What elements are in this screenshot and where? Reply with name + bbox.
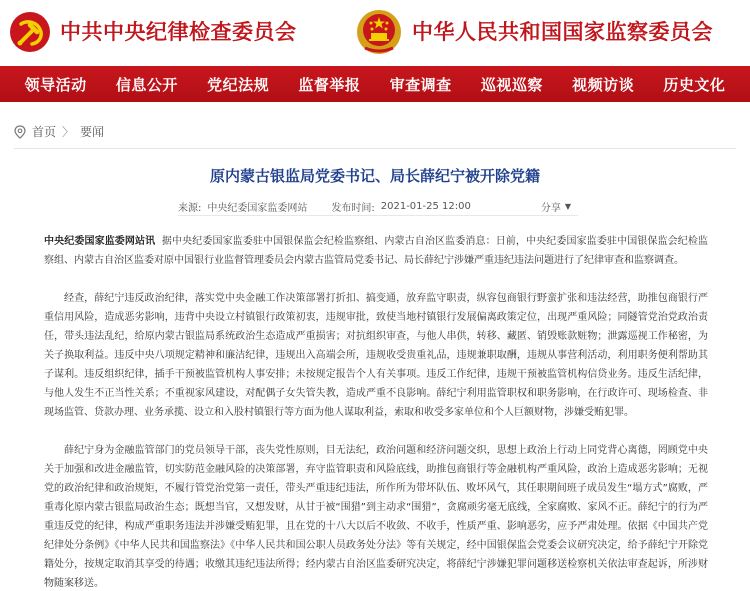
nav-item-inspection[interactable]: 巡视巡察 bbox=[480, 75, 543, 94]
party-emblem-icon[interactable] bbox=[8, 10, 52, 54]
nav-item-info-disclosure[interactable]: 信息公开 bbox=[115, 75, 178, 94]
body-paragraph-3: 薛纪宁身为金融监管部门的党员领导干部，丧失党性原则，目无法纪，政治问题和经济问题交织，思想上政治上行动上同党背心离德，罔顾党中央关于加强和改进金融监管，切实防范金融风险的决策部署，弃守监管职责和风险底线，助推包商银行等金融机构严重风险，政治上造成恶劣影响；无视党的政治纪律和政治规矩，不履行管党治党第一责任，带头严重违纪违法，所作所为带坏队伍、败坏风气，其任职期间班子成员发生“塌方式”腐败，严重毒化原内蒙古银监局政治生态；既想当官，又想发财，从甘于被“围猎”到主动求“围猎”，贪腐顽劣毫无底线，全家腐败、家风不正。薛纪宁的行为严重违反党的纪律，构成严重职务违法并涉嫌受贿犯罪，且在党的十八大以后不收敛、不收手，性质严重、影响恶劣，应予严肃处理。依据《中国共产党纪律处分条例》《中华人民共和国监察法》《中华人民共和国公职人员政务处分法》等有关规定，经中国银保监会党委会议研究决定，给予薛纪宁开除党籍处分，按规定取消其享受的待遇；收缴其违纪违法所得；经内蒙古自治区监委研究决定，将薛纪宁涉嫌犯罪问题移送检察机关依法审查起诉，所涉财物随案移送。 bbox=[44, 445, 708, 589]
nav-item-leadership[interactable]: 领导活动 bbox=[24, 75, 87, 94]
meta-divider bbox=[178, 215, 578, 216]
breadcrumb-current[interactable]: 要闻 bbox=[80, 125, 105, 139]
cpc-commission-title[interactable]: 中共中央纪律检查委员会 bbox=[60, 19, 297, 44]
nav-item-regulations[interactable]: 党纪法规 bbox=[207, 75, 270, 94]
share-label: 分享 bbox=[540, 203, 561, 214]
nav-item-report[interactable]: 监督举报 bbox=[298, 75, 361, 94]
site-header bbox=[0, 0, 750, 66]
breadcrumb-home[interactable]: 首页 bbox=[32, 125, 57, 139]
state-commission-title[interactable]: 中华人民共和国国家监察委员会 bbox=[412, 19, 713, 44]
share-button[interactable] bbox=[541, 199, 571, 214]
nav-item-history[interactable]: 历史文化 bbox=[663, 75, 726, 94]
chevron-down-icon: ▼ bbox=[564, 202, 572, 211]
national-emblem-icon[interactable] bbox=[355, 8, 403, 56]
date-label: 发布时间: bbox=[331, 203, 375, 214]
location-pin-icon bbox=[14, 125, 26, 139]
source-label: 来源: bbox=[178, 203, 202, 214]
breadcrumb-separator: 〉 bbox=[62, 125, 75, 139]
main-nav bbox=[0, 66, 750, 102]
breadcrumb-divider bbox=[14, 148, 736, 149]
date-value: 2021-01-25 12:00 bbox=[380, 201, 471, 212]
article-body bbox=[44, 232, 708, 591]
nav-item-video[interactable]: 视频访谈 bbox=[572, 75, 635, 94]
source-value: 中央纪委国家监委网站 bbox=[207, 203, 308, 214]
article-title: 原内蒙古银监局党委书记、局长薛纪宁被开除党籍 bbox=[209, 167, 540, 185]
nav-item-investigation[interactable]: 审查调查 bbox=[389, 75, 452, 94]
breadcrumb bbox=[14, 123, 104, 140]
lead-paragraph bbox=[44, 232, 708, 270]
article-meta bbox=[178, 199, 571, 214]
body-paragraph-2: 经查，薛纪宁违反政治纪律，落实党中央金融工作决策部署打折扣、搞变通，放弃监守职责，纵容包商银行野蛮扩张和违法经营，助推包商银行严重信用风险，造成恶劣影响，违背中央设立村镇银行政策初衷，违规审批，致使当地村镇银行发展偏离政策定位，出现严重风险；同隧管党治党政治责任，带头违法乱纪，给原内蒙古银监局系统政治生态造成严重损害；对抗组织审查，与他人串供，转移、藏匿、销毁账款赃物；泄露巡视工作秘密，为关子换取利益。违反中央八项规定精神和廉洁纪律，违规出入高端会所，违规收受贵重礼品，违规兼职取酬，违规从事营利活动，利用职务便利帮助其子谋利。违反组织纪律，插手干预被监管机构人事安排；未按规定报告个人有关事项。违反工作纪律，违规干预被监管机构信贷业务。违反生活纪律，与他人发生不正当性关系；不重视家风建设，对配偶子女失管失教，造成严重不良影响。薛纪宁利用监管职权和职务影响，在行政许可、现场检查、非现场监管、贷款办理、业务承揽、设立和入股村镇银行等方面为他人谋取利益，索取和收受多家单位和个人巨额财物，涉嫌受贿犯罪。 bbox=[44, 293, 708, 418]
lead-text: 据中央纪委国家监委驻中国银保监会纪检监察组、内蒙古自治区监委消息：日前，中央纪委国家监委驻中国银保监会纪检监察组、内蒙古自治区监委对原中国银行业监督管理委员会内蒙古监管局党委书记、局长薛纪宁涉嫌严重违纪违法问题进行了纪律审查和监察调查。 bbox=[44, 236, 709, 266]
lead-source: 中央纪委国家监委网站讯 bbox=[44, 236, 156, 247]
